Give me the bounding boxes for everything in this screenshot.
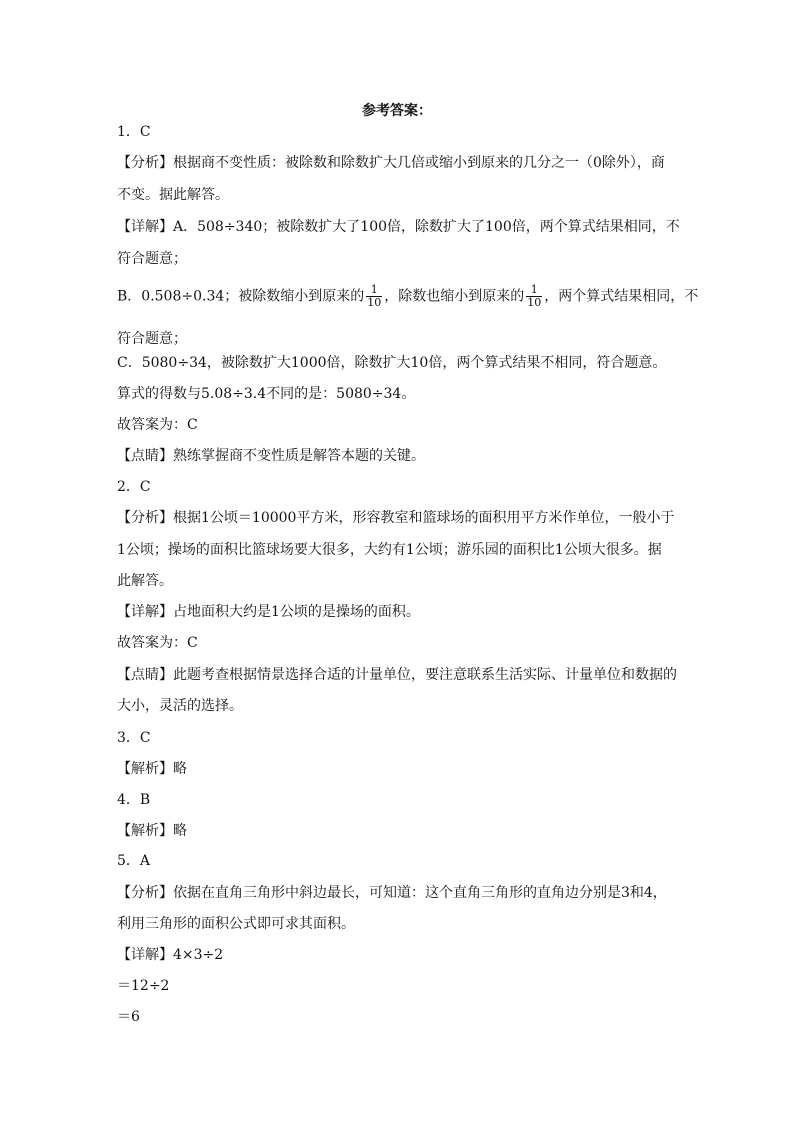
fraction-one-tenth-b — [526, 284, 542, 309]
text-line: 此解答。 — [117, 573, 173, 589]
text-line: 【分析】根据商不变性质：被除数和除数扩大几倍或缩小到原来的几分之一（0除外），商 — [117, 155, 665, 171]
fraction-denominator: 10 — [527, 296, 542, 309]
text-line: 符合题意； — [117, 331, 187, 347]
text-line: 【详解】占地面积大约是1公顷的是操场的面积。 — [117, 604, 420, 620]
text-line: 【解析】略 — [117, 761, 187, 777]
text-line: 利用三角形的面积公式即可求其面积。 — [117, 916, 355, 932]
text-line: 4．B — [117, 792, 151, 808]
text-line: 大小，灵活的选择。 — [117, 698, 243, 714]
text-line: 【点睛】此题考查根据情景选择合适的计量单位，要注意联系生活实际、计量单位和数据的 — [117, 667, 677, 683]
text-line: 1．C — [117, 124, 151, 140]
text-line: ＝6 — [117, 1009, 140, 1025]
text-line: 算式的得数与5.08÷3.4不同的是：5080÷34。 — [117, 386, 416, 402]
fraction-text-line — [117, 284, 698, 309]
text-line: 2．C — [117, 479, 151, 495]
text-line: 【详解】A．508÷340；被除数扩大了100倍，除数扩大了100倍，两个算式结果相同，不 — [117, 219, 680, 235]
text-line: 【分析】根据1公顷＝10000平方米，形容教室和篮球场的面积用平方米作单位，一般小于 — [117, 510, 675, 526]
text-line: 【点睛】熟练掌握商不变性质是解答本题的关键。 — [117, 448, 425, 464]
text-line: 故答案为：C — [117, 635, 198, 651]
text-line: 故答案为：C — [117, 417, 198, 433]
text-line: 不变。据此解答。 — [117, 187, 229, 203]
fraction-denominator: 10 — [367, 296, 382, 309]
text-line: C．5080÷34，被除数扩大1000倍，除数扩大10倍，两个算式结果不相同，符合题意。 — [117, 355, 667, 371]
text-line: 符合题意； — [117, 251, 187, 267]
text-line: 【分析】依据在直角三角形中斜边最长，可知道：这个直角三角形的直角边分别是3和4， — [117, 885, 667, 901]
text-line: 【详解】4×3÷2 — [117, 947, 224, 963]
fraction-line-part1: B．0.508÷0.34；被除数缩小到原来的 — [117, 288, 365, 305]
fraction-line-part3: ，两个算式结果相同，不 — [544, 288, 699, 305]
fraction-line-part2: ，除数也缩小到原来的 — [384, 288, 525, 305]
text-line: ＝12÷2 — [117, 978, 170, 994]
fraction-numerator: 1 — [366, 284, 382, 297]
fraction-numerator: 1 — [526, 284, 542, 297]
page-title: 参考答案： — [362, 103, 432, 119]
text-line: 5．A — [117, 853, 151, 869]
text-line: 【解析】略 — [117, 823, 187, 839]
text-line: 1公顷；操场的面积比篮球场要大很多，大约有1公顷；游乐园的面积比1公顷大很多。据 — [117, 542, 662, 558]
text-line: 3．C — [117, 730, 151, 746]
fraction-one-tenth-a — [366, 284, 382, 309]
